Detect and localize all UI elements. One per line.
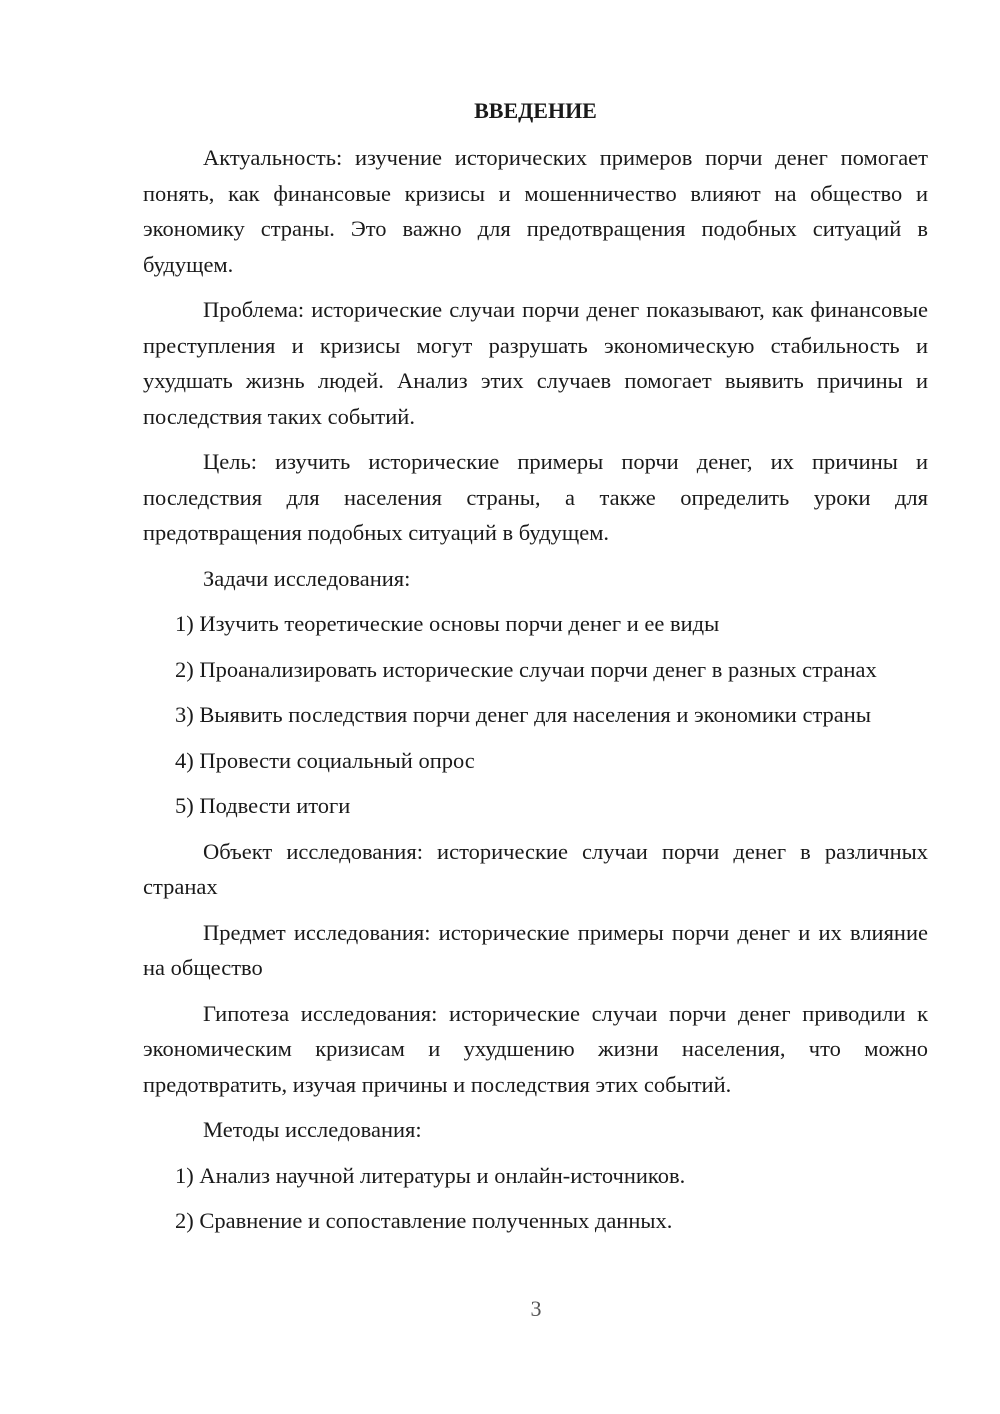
- task-item: 5) Подвести итоги: [175, 793, 351, 818]
- document-body: [143, 96, 928, 1249]
- section-heading: ВВЕДЕНИЕ: [474, 98, 597, 123]
- subject-paragraph: Предмет исследования: исторические примеры порчи денег и их влияние на общество: [143, 919, 928, 980]
- page-number: 3: [530, 1296, 542, 1321]
- method-item: 1) Анализ научной литературы и онлайн-источников.: [175, 1162, 686, 1188]
- goal-paragraph: Цель: изучить исторические примеры порчи денег, их причины и последствия для населения страны, а также определить уроки для предотвращения подобных ситуаций в будущем.: [143, 449, 928, 545]
- tasks-heading: Задачи исследования:: [203, 565, 411, 591]
- task-item: 3) Выявить последствия порчи денег для населения и экономики страны: [175, 702, 871, 727]
- task-item: 2) Проанализировать исторические случаи порчи денег в разных странах: [175, 656, 877, 682]
- hypothesis-paragraph: Гипотеза исследования: исторические случаи порчи денег приводили к экономическим кризисам и ухудшению жизни населения, что можно предотвратить, изучая причины и последствия этих событий.: [143, 1000, 928, 1097]
- task-item: 1) Изучить теоретические основы порчи денег и ее виды: [175, 611, 720, 636]
- methods-heading: Методы исследования:: [203, 1117, 422, 1142]
- object-paragraph: Объект исследования: исторические случаи порчи денег в различных странах: [143, 838, 928, 899]
- method-item: 2) Сравнение и сопоставление полученных данных.: [175, 1208, 673, 1233]
- relevance-paragraph: Актуальность: изучение исторических примеров порчи денег помогает понять, как финансовые кризисы и мошенничество влияют на общество и экономику страны. Это важно для предотвращения подобных ситуаций в будущем.: [143, 145, 928, 277]
- task-item: 4) Провести социальный опрос: [175, 747, 475, 773]
- problem-paragraph: Проблема: исторические случаи порчи денег показывают, как финансовые преступления и кризисы могут разрушать экономическую стабильность и ухудшать жизнь людей. Анализ этих случаев помогает выявить причины и последствия таких событий.: [143, 297, 928, 429]
